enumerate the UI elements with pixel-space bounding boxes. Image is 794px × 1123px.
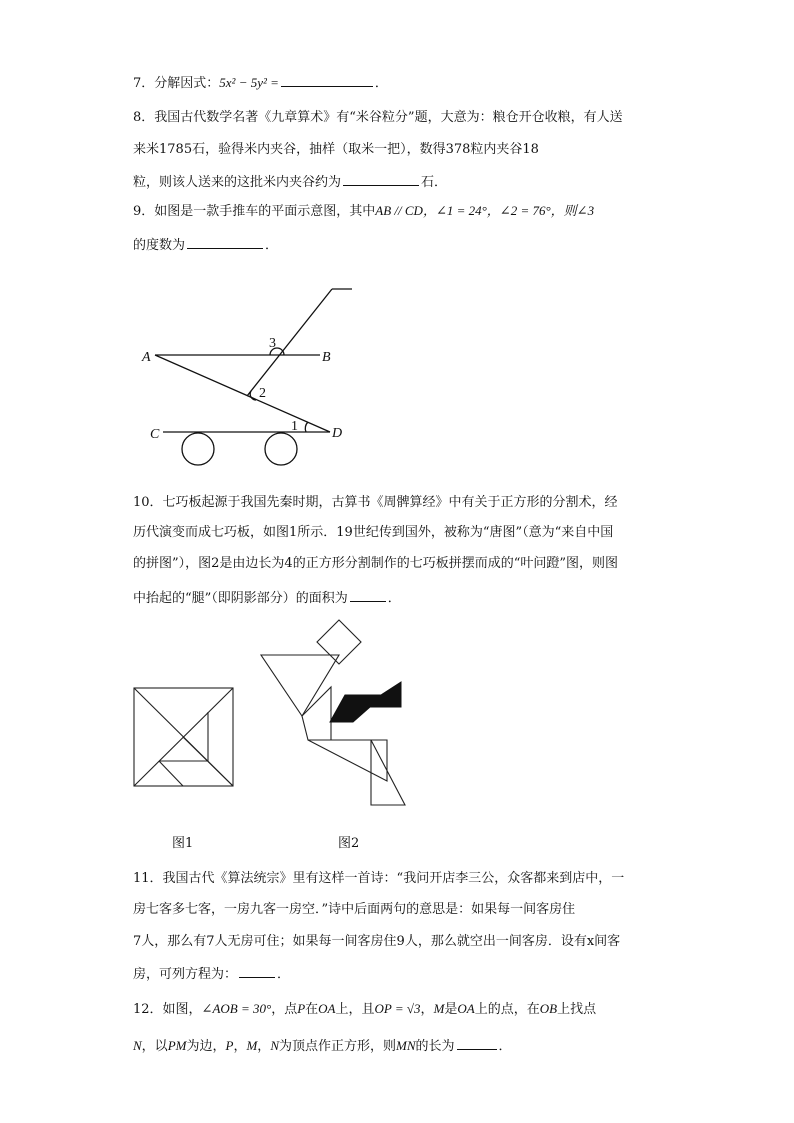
q11-line4-pre: 房，可列方程为： — [133, 967, 238, 982]
q12-op-expr: OP = √3 — [374, 1001, 421, 1016]
q12-ray-ob: OB — [539, 1001, 558, 1016]
raised-leg-shaded — [330, 682, 401, 722]
q12-point-m: M — [433, 1001, 445, 1016]
q11-line4 — [133, 963, 290, 984]
q12-point-n-2: N — [270, 1038, 279, 1053]
label-angle-2: 2 — [259, 386, 266, 401]
fig1-caption: 图1 — [172, 836, 194, 851]
arm-triangle — [261, 655, 339, 716]
q12-point-p-2: P — [225, 1038, 234, 1053]
label-d: D — [332, 426, 343, 441]
q12-text-o: ． — [498, 1039, 512, 1054]
q7-expr: 5x² − 5y² = — [219, 75, 279, 90]
q12-text-m: 为顶点作正方形，则 — [278, 1039, 396, 1054]
q12-text-f: 是 — [444, 1002, 458, 1017]
q12-angle-expr: ∠AOB = 30° — [201, 1001, 272, 1016]
q8-line3-pre: 粒，则该人送来的这批米内夹谷约为 — [133, 175, 342, 190]
q12-text-i: ，以 — [141, 1039, 168, 1054]
label-c: C — [150, 427, 160, 442]
q12-ray-oa: OA — [318, 1001, 336, 1016]
q11-line4-post: ． — [277, 967, 291, 982]
q12-text-h: 上找点 — [557, 1002, 597, 1017]
q12-point-m-2: M — [246, 1038, 258, 1053]
q12-ray-oa-2: OA — [457, 1001, 475, 1016]
q12-text-k: ， — [233, 1039, 247, 1054]
label-angle-1: 1 — [291, 419, 298, 434]
label-a: A — [142, 350, 151, 365]
q8-line2: 来米1785石，验得米内夹谷，抽样（取米一把），数得378粒内夹谷18 — [133, 142, 539, 157]
q12-point-n: N — [133, 1038, 142, 1053]
q9-line2-pre: 的度数为 — [133, 238, 186, 253]
q7-end: ． — [374, 76, 388, 91]
q12-text-d: 上，且 — [335, 1002, 375, 1017]
fig2-caption: 图2 — [338, 836, 360, 851]
lower-leg — [371, 740, 405, 805]
q12-text-g: 上的点，在 — [474, 1002, 540, 1017]
q10-line2: 历代演变而成七巧板，如图1所示．19世纪传到国外，被称为“唐图”（意为“来自中国 — [133, 525, 614, 540]
q8-line1: 8．我国古代数学名著《九章算术》有“米谷粒分”题，大意为：粮仓开仓收粮，有人送 — [133, 110, 623, 125]
q9-line1-math: AB // CD，∠1 = 24°，∠2 = 76°，则∠3 — [375, 203, 595, 218]
q10-line3: 的拼图”），图2是由边长为4的正方形分割制作的七巧板拼摆而成的“叶问蹬”图，则图 — [133, 556, 618, 571]
q12-text-n: 的长为 — [415, 1039, 455, 1054]
q12-point-p: P — [297, 1001, 306, 1016]
q7-text: 7．分解因式： — [133, 76, 220, 91]
label-b: B — [322, 350, 331, 365]
q12-seg-mn: MN — [396, 1038, 416, 1053]
q12-text-c: 在 — [305, 1002, 319, 1017]
head-square — [317, 620, 361, 664]
q12-answer-blank[interactable] — [457, 1035, 497, 1050]
q11-answer-blank[interactable] — [239, 963, 275, 978]
torso-piece — [308, 740, 387, 781]
q12-text-e: ， — [420, 1002, 434, 1017]
q11-line2: 房七客多七客，一房九客一房空．”诗中后面两句的意思是：如果每一间客房住 — [133, 902, 576, 917]
q8-line3-post: 石． — [421, 175, 448, 190]
q12-text-l: ， — [257, 1039, 271, 1054]
q9-line1-pre: 9．如图是一款手推车的平面示意图，其中 — [133, 204, 376, 219]
q12-text-a: 12．如图， — [133, 1002, 202, 1017]
q11-line3: 7人，那么有7人无房可住；如果每一间客房住9人，那么就空出一间客房．设有x间客 — [133, 934, 621, 949]
q12-text-b: ，点 — [271, 1002, 298, 1017]
q12-line1 — [133, 1000, 596, 1019]
q11-line1: 11．我国古代《算法统宗》里有这样一首诗：“我问开店李三公，众客都来到店中，一 — [133, 871, 625, 886]
label-angle-3: 3 — [269, 336, 276, 351]
q12-seg-pm: PM — [167, 1038, 187, 1053]
q10-line4-post: ． — [387, 591, 401, 606]
q12-line2 — [133, 1035, 512, 1056]
q10-line1: 10．七巧板起源于我国先秦时期，古算书《周髀算经》中有关于正方形的分割术，经 — [133, 495, 618, 510]
body-triangle — [302, 687, 331, 740]
q10-line4-pre: 中抬起的“腿”（即阴影部分）的面积为 — [133, 591, 348, 606]
q9-line2-post: ． — [265, 238, 279, 253]
q12-text-j: 为边， — [186, 1039, 226, 1054]
